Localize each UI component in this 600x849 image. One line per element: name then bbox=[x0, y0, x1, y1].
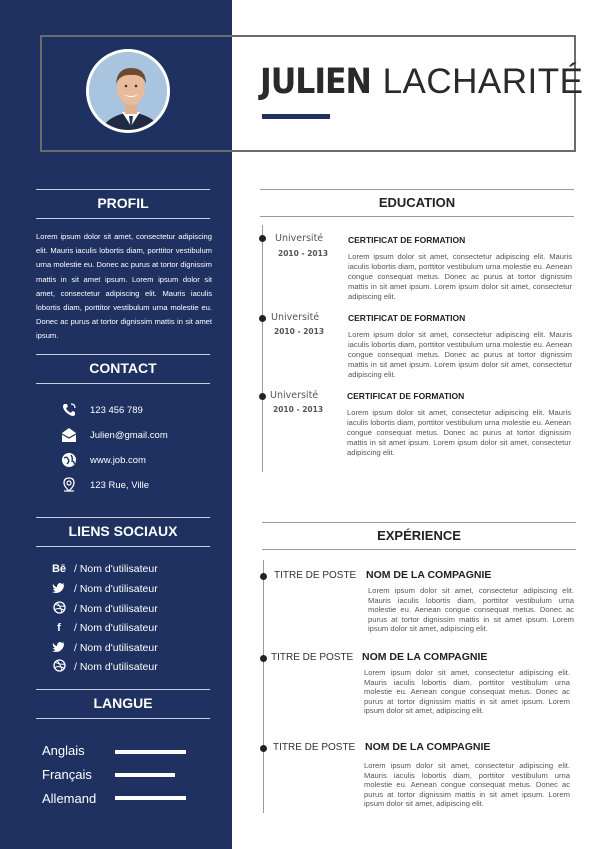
experience-description: Lorem ipsum dolor sit amet, consectetur adipiscing elit. Mauris iaculis lobortis diam, porttitor vestibulum urna molestie eu. Aenean congue consequat metus. Donec ac purus at tortor dignissim mattis in sit amet ipsum. Lorem ipsum dolor sit amet, adipiscing elit. bbox=[368, 586, 574, 634]
education-description: Lorem ipsum dolor sit amet, consectetur adipiscing elit. Mauris iaculis lobortis diam, porttitor vestibulum urna molestie eu. Aenean congue consequat metus. Donec ac purus at tortor dignissim mattis in sit amet ipsum. Lorem ipsum dolor sit amet, consectetur adipiscing elit. bbox=[347, 408, 571, 457]
education-title: CERTIFICAT DE FORMATION bbox=[348, 313, 466, 323]
social-username[interactable]: / Nom d'utilisateur bbox=[74, 661, 158, 673]
social-item[interactable] bbox=[50, 640, 158, 656]
social-item[interactable] bbox=[50, 561, 158, 577]
profile-text: Lorem ipsum dolor sit amet, consectetur adipiscing elit. Mauris iaculis lobortis diam, porttitor vestibulum urna molestie eu. Donec ac purus at tortor dignissim mattis in sit amet ipsum. Lorem ipsum dolor sit amet, consectetur adipiscing elit. Mauris iaculis lobortis diam, porttitor vestibulum urna molestie eu. Donec ac purus at tortor dignissim mattis in sit amet ipsum. bbox=[36, 232, 212, 341]
social-item[interactable] bbox=[50, 659, 158, 675]
language-level-bar bbox=[115, 750, 186, 754]
education-description: Lorem ipsum dolor sit amet, consectetur adipiscing elit. Mauris iaculis lobortis diam, porttitor vestibulum urna molestie eu. Aenean congue consequat metus. Donec ac purus at tortor dignissim mattis in sit amet ipsum. Lorem ipsum dolor sit amet, consectetur adipiscing elit. bbox=[348, 330, 572, 379]
timeline-dot bbox=[259, 393, 266, 400]
contact-address-text: 123 Rue, Ville bbox=[90, 479, 149, 491]
facebook-icon: f bbox=[57, 622, 61, 634]
email-icon bbox=[60, 426, 78, 444]
language-heading: LANGUE bbox=[36, 689, 210, 719]
social-username[interactable]: / Nom d'utilisateur bbox=[74, 603, 158, 615]
experience-company: NOM DE LA COMPAGNIE bbox=[365, 741, 491, 753]
profile-photo bbox=[86, 49, 170, 133]
social-heading: LIENS SOCIAUX bbox=[36, 517, 210, 547]
behance-icon: Bē bbox=[51, 563, 67, 575]
language-level-bar bbox=[115, 796, 186, 800]
education-title: CERTIFICAT DE FORMATION bbox=[347, 391, 465, 401]
education-title: CERTIFICAT DE FORMATION bbox=[348, 235, 466, 245]
dribbble-icon bbox=[50, 601, 68, 617]
social-username[interactable]: / Nom d'utilisateur bbox=[74, 563, 158, 575]
contact-heading: CONTACT bbox=[36, 354, 210, 384]
candidate-name bbox=[260, 62, 584, 102]
education-school: Université bbox=[270, 390, 319, 401]
education-school: Université bbox=[275, 233, 324, 244]
globe-icon bbox=[60, 451, 78, 469]
language-level-bar bbox=[115, 773, 175, 777]
contact-website[interactable] bbox=[60, 451, 146, 469]
experience-position: TITRE DE POSTE bbox=[271, 652, 354, 663]
location-pin-icon bbox=[60, 476, 78, 494]
education-school: Université bbox=[271, 312, 320, 323]
education-timeline bbox=[262, 225, 263, 472]
education-heading: EDUCATION bbox=[260, 189, 574, 217]
timeline-dot bbox=[260, 745, 267, 752]
social-username[interactable]: / Nom d'utilisateur bbox=[74, 622, 158, 634]
social-username[interactable]: / Nom d'utilisateur bbox=[74, 642, 158, 654]
education-years: 2010 - 2013 bbox=[273, 405, 324, 414]
contact-phone bbox=[60, 401, 143, 419]
last-name: LACHARITÉ bbox=[382, 62, 584, 101]
education-years: 2010 - 2013 bbox=[274, 327, 325, 336]
profile-heading: PROFIL bbox=[36, 189, 210, 219]
timeline-dot bbox=[260, 573, 267, 580]
education-years: 2010 - 2013 bbox=[278, 249, 329, 258]
social-item[interactable] bbox=[50, 620, 158, 636]
timeline-dot bbox=[260, 655, 267, 662]
timeline-dot bbox=[259, 235, 266, 242]
twitter-icon bbox=[50, 641, 68, 656]
language-name: Anglais bbox=[42, 743, 85, 758]
experience-timeline bbox=[263, 560, 264, 813]
education-description: Lorem ipsum dolor sit amet, consectetur adipiscing elit. Mauris iaculis lobortis diam, porttitor vestibulum urna molestie eu. Aenean congue consequat metus. Donec ac purus at tortor dignissim mattis in sit amet ipsum. Lorem ipsum dolor sit amet, consectetur adipiscing elit. bbox=[348, 252, 572, 301]
experience-description: Lorem ipsum dolor sit amet, consectetur adipiscing elit. Mauris iaculis lobortis diam, porttitor vestibulum urna molestie eu. Aenean congue consequat metus. Donec ac purus at tortor dignissim mattis in sit amet ipsum. Lorem ipsum dolor sit amet, adipiscing elit. bbox=[364, 668, 570, 716]
name-underline bbox=[262, 114, 330, 119]
contact-phone-text: 123 456 789 bbox=[90, 404, 143, 416]
first-name: JULIEN bbox=[260, 62, 371, 102]
experience-description: Lorem ipsum dolor sit amet, consectetur adipiscing elit. Mauris iaculis lobortis diam, porttitor vestibulum urna molestie eu. Aenean congue consequat metus. Donec ac purus at tortor dignissim mattis in sit amet ipsum. Lorem ipsum dolor sit amet, adipiscing elit. bbox=[364, 761, 570, 809]
contact-email-text[interactable]: Julien@gmail.com bbox=[90, 429, 168, 441]
experience-position: TITRE DE POSTE bbox=[273, 742, 356, 753]
language-name: Allemand bbox=[42, 791, 97, 806]
dribbble-icon bbox=[50, 659, 68, 675]
contact-address bbox=[60, 476, 149, 494]
experience-company: NOM DE LA COMPAGNIE bbox=[366, 569, 492, 581]
experience-heading: EXPÉRIENCE bbox=[262, 522, 576, 550]
phone-icon bbox=[60, 401, 78, 419]
experience-position: TITRE DE POSTE bbox=[274, 570, 357, 581]
social-item[interactable] bbox=[50, 581, 158, 597]
twitter-icon bbox=[50, 582, 68, 597]
contact-email[interactable] bbox=[60, 426, 168, 444]
social-item[interactable] bbox=[50, 601, 158, 617]
experience-company: NOM DE LA COMPAGNIE bbox=[362, 651, 488, 663]
contact-website-text[interactable]: www.job.com bbox=[90, 454, 146, 466]
language-name: Français bbox=[42, 767, 92, 782]
social-username[interactable]: / Nom d'utilisateur bbox=[74, 583, 158, 595]
timeline-dot bbox=[259, 315, 266, 322]
